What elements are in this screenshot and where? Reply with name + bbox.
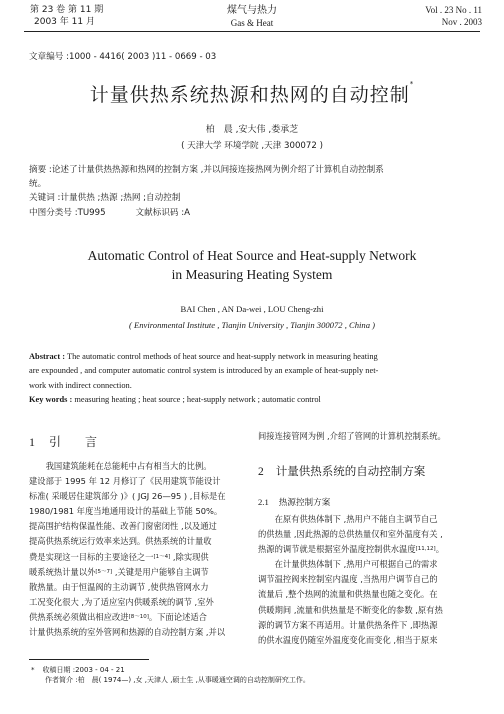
body-line: 流量后 ,整个热网的流量和供热量也随之变化。在 — [258, 589, 438, 600]
body-line: 在原有供热体制下 ,热用户不能自主调节自己 — [258, 514, 438, 524]
body-line: 热源的调节就是根据室外温度控制供水温度[11,12]。 — [258, 544, 445, 555]
footnote — [31, 665, 310, 685]
keywords-cn: 关键词 :计量供热 ;热源 ;热网 ;自动控制 — [29, 193, 181, 204]
title-text: 计量供热系统热源和热网的自动控制 — [89, 84, 410, 106]
section2-body — [258, 512, 482, 648]
page-title — [0, 80, 504, 107]
header-nov-en: Nov . 2003 — [441, 17, 482, 27]
body-line: 散热量。由于恒温阀的主动调节 ,使供热管网水力 — [29, 581, 209, 592]
body-line: 源的调节方案不再适用。计量供热条件下 ,即热源 — [258, 619, 438, 630]
classification-row — [29, 206, 479, 220]
body-line: 费是实现这一目标的主要途径之一[1～4] ,除实现供 — [29, 551, 209, 562]
header-journal-en: Gas & Heat — [230, 18, 274, 28]
header-vol-en: Vol . 23 No . 11 — [425, 5, 482, 15]
footnote-mark: * — [31, 666, 35, 674]
body-line: 我国建筑能耗在总能耗中占有相当大的比例。 — [29, 461, 212, 471]
section1-body — [29, 459, 251, 640]
body-line: 的供水温度仍随室外温度变化而变化 ,相当于原来 — [258, 634, 438, 645]
english-title-line1: Automatic Control of Heat Source and Heat-supply Network — [87, 248, 417, 263]
body-line: 在计量供热体制下 ,热用户可根据自己的需求 — [258, 559, 438, 570]
abstract-en-line3: work with indirect connection. — [29, 380, 132, 390]
header-journal-cn: 煤气与热力 — [227, 5, 277, 16]
body-line: 标准( 采暖居住建筑部分 )》( JGJ 26—95 ) ,目标是在 — [29, 491, 226, 502]
title-footnote-mark: * — [409, 80, 415, 88]
subsection-2-1-heading — [258, 496, 330, 508]
english-title-line2: in Measuring Heating System — [171, 267, 333, 282]
footnote-line2: 作者简介 :柏 晨( 1974—) ,女 ,天津人 ,硕士生 ,从事暖通空调的自动控制研究工作。 — [45, 676, 310, 684]
clc-number: 中图分类号 :TU995 — [29, 207, 106, 218]
abstract-cn-line2: 统。 — [29, 179, 47, 190]
header-volume-issue: 第 23 卷 第 11 期 — [30, 5, 104, 15]
section2-title: 计量供热系统的自动控制方案 — [275, 464, 426, 478]
body-line: 提高围护结构保温性能、改善门窗密闭性 ,以及通过 — [29, 521, 217, 532]
abstract-en-label: Abstract : — [29, 352, 66, 361]
authors: 柏 晨 ,安大伟 ,娄承芝 — [205, 125, 299, 135]
affiliation: ( 天津大学 环境学院 ,天津 300072 ) — [181, 141, 323, 151]
citation: [8～10] — [128, 613, 149, 620]
section1-heading — [29, 433, 97, 450]
section1-title: 引 言 — [49, 435, 98, 449]
section1-number: 1 — [29, 435, 35, 449]
abstract-en-line2: are expounded , and computer automatic control system is introduced by an example of heat-supply net- — [29, 366, 379, 376]
citation: [5～7] — [95, 568, 113, 575]
english-authors: BAI Chen , AN Da-wei , LOU Cheng-zhi — [180, 304, 324, 314]
article-number: 文章编号 :1000 - 4416( 2003 )11 - 0669 - 03 — [29, 52, 217, 62]
footnote-rule — [29, 659, 149, 660]
footnote-line1: * 收稿日期 :2003 - 04 - 21 — [31, 666, 125, 674]
abstract-cn — [29, 163, 479, 220]
body-line: 暖系统热计量以外[5～7] ,关键是用户能够自主调节 — [29, 566, 209, 577]
document-code: 文献标识码 :A — [135, 207, 191, 218]
subsection-title: 热源控制方案 — [278, 498, 331, 508]
citation: [11,12] — [415, 546, 436, 553]
abstract-en — [29, 350, 479, 408]
body-line: 建设部于 1995 年 12 月修订了《民用建筑节能设计 — [29, 476, 221, 487]
body-line: 1980/1981 年度当地通用设计的基础上节能 50%。 — [29, 506, 223, 517]
section2-heading — [258, 463, 425, 479]
section2-number: 2 — [258, 466, 264, 478]
body-line: 计量供热系统的室外管网和热源的自动控制方案 ,并以 — [29, 627, 226, 638]
header-rule — [24, 31, 480, 32]
abstract-en-line1: Abstract : The automatic control methods of heat source and heat-supply network in measuring heating — [29, 352, 378, 361]
keywords-en: Key words : measuring heating ; heat source ; heat-supply network ; automatic control — [29, 395, 321, 405]
body-line: 提高供热系统运行效率来达到。供热系统的计量收 — [29, 536, 212, 547]
right-intro-line: 间接连接管网为例 ,介绍了管网的计算机控制系统。 — [258, 431, 446, 441]
abstract-cn-line1: 摘要 :论述了计量供热热源和热网的控制方案 ,并以间接连接热网为例介绍了计算机自动控制系 — [29, 165, 384, 175]
subsection-number: 2.1 — [258, 497, 269, 507]
body-line: 调节温控阀来控制室内温度 ,当热用户调节自己的 — [258, 574, 438, 585]
body-line: 供热系统必须做出相应改进[8～10]。下面论述适合 — [29, 611, 207, 622]
keywords-en-label: Key words : — [29, 395, 73, 405]
abstract-cn-label: 摘要 : — [29, 165, 52, 175]
body-line: 工况变化很大 ,为了适应室内供暖系统的调节 ,室外 — [29, 596, 214, 607]
english-affiliation: ( Environmental Institute , Tianjin University , Tianjin 300072 , China ) — [128, 320, 376, 330]
header-date: 2003 年 11 月 — [34, 17, 95, 27]
citation: [1～4] — [153, 553, 171, 560]
body-line: 的供热量 ,因此热源的总供热量仅和室外温度有关 , — [258, 529, 443, 540]
body-line: 供暖期间 ,流量和供热量是不断变化的参数 ,原有热 — [258, 604, 443, 615]
